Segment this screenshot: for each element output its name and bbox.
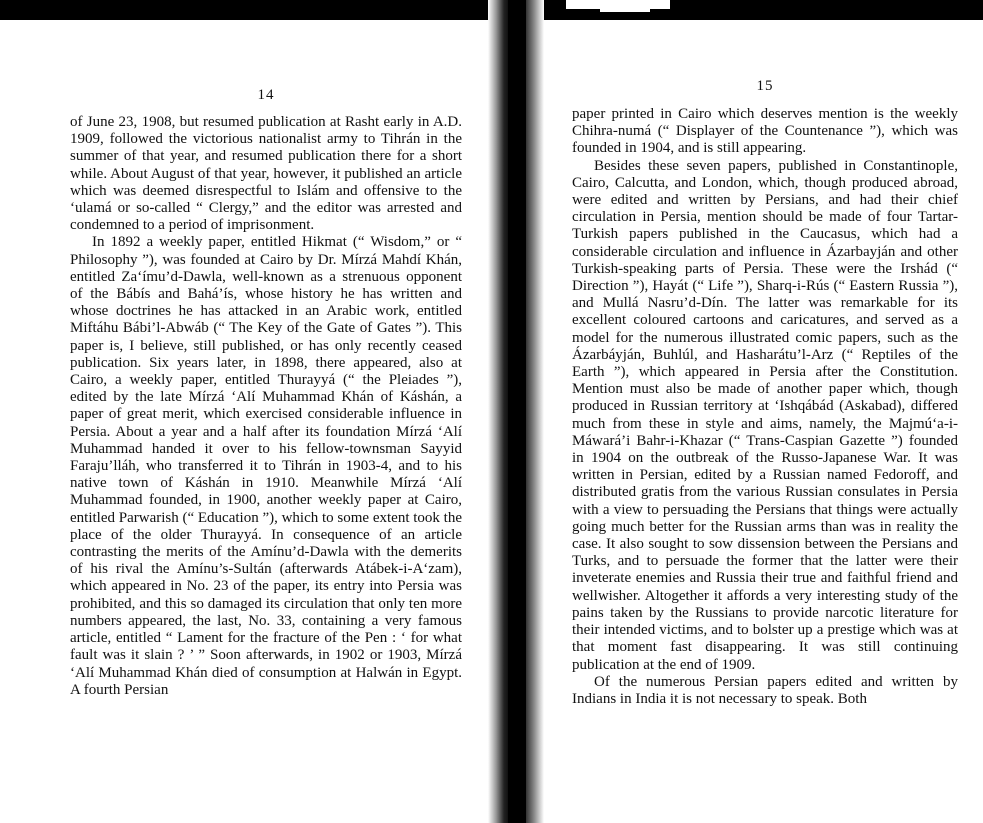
left-page: [70, 0, 462, 823]
page-number: 15: [756, 78, 774, 94]
page-text: [572, 106, 958, 708]
paragraph: of June 23, 1908, but resumed publication at Rasht early in A.D. 1909, followed the victorious nationalist army to Tihrán in the summer of that year, and resumed publication there for a short while. About August of that year, however, it published an article which was deemed disrespectful to Islám and offensive to the ‘ulamá or so-called “ Clergy,” and the editor was arrested and condemned to a period of imprisonment.: [70, 114, 462, 234]
paragraph: Besides these seven papers, published in Constantinople, Cairo, Calcutta, and London, which, though produced abroad, were edited and written by Persians, and had their chief circulation in Persia, mention should be made of four Tartar-Turkish papers published in the Caucasus, which had a considerable circulation and influence in Ázarbayján and other Turkish-speaking parts of Persia. These were the Irshád (“ Direction ”), Hayát (“ Life ”), Sharq-i-Rús (“ Eastern Russia ”), and Mullá Nasru’d-Dín. The latter was remarkable for its excellent coloured cartoons and caricatures, and served as a model for the numerous illustrated comic papers, such as the Ázarbáyján, Buhlúl, and Hasharátu’l-Arz (“ Reptiles of the Earth ”), which appeared in Persia after the Constitution. Mention must also be made of another paper which, though produced in Russian territory at ‘Ishqábád (Askabad), differed much from these in style and aims, namely, the Majmú‘a-i-Máwará’i Bahr-i-Khazar (“ Trans-Caspian Gazette ”) founded in 1904 on the outbreak of the Russo-Japanese War. It was written in Persian, edited by a Russian named Fedoroff, and distributed gratis from the various Russian consulates in Persia with a view to persuading the Persians that things were actually going much better for the Russian arms than was in reality the case. It also sought to sow dissension between the Persians and Turks, and to persuade the former that the latter were their inveterate enemies and Russia their true and faithful friend and wellwisher. Altogether it affords a very interesting study of the pains taken by the Russians to provide narcotic literature for their intended victims, and to bolster up a prestige which was at that moment fast disappearing. It was still continuing publication at the end of 1909.: [572, 157, 958, 673]
page-number: 14: [257, 87, 275, 103]
book-gutter-spine: [508, 0, 526, 823]
right-page: [572, 0, 958, 823]
paragraph: In 1892 a weekly paper, entitled Hikmat (“ Wisdom,” or “ Philosophy ”), was founded at Cairo by Dr. Mírzá Mahdí Khán, entitled Za‘ímu’d-Dawla, well-known as a strenuous opponent of the Bábís and Bahá’ís, whose history he has written and whose doctrines he has attacked in an Arabic work, entitled Miftáhu Bábi’l-Abwáb (“ The Key of the Gate of Gates ”). This paper is, I believe, still published, or has only recently ceased publication. Six years later, in 1898, there appeared, also at Cairo, a weekly paper, entitled Thurayyá (“ the Pleiades ”), edited by the late Mírzá ‘Alí Muhammad Khán of Káshán, a paper of great merit, which exercised considerable influence in Persia. About a year and a half after its foundation Mírzá ‘Alí Muhammad handed it over to his fellow-townsman Sayyid Faraju’lláh, who transferred it to Tihrán in 1903-4, and to his native town of Káshán in 1910. Meanwhile Mírzá ‘Alí Muhammad founded, in 1900, another weekly paper at Cairo, entitled Parwarish (“ Education ”), which to some extent took the place of the older Thurayyá. In consequence of an article contrasting the merits of the Amínu’d-Dawla with the demerits of his rival the Amínu’s-Sultán (afterwards Atábek-i-A‘zam), which appeared in No. 23 of the paper, its entry into Persia was prohibited, and this so damaged its circulation that only ten more numbers appeared, the last, No. 33, containing a very famous article, entitled “ Lament for the fracture of the Pen : ‘ for what fault was it slain ? ’ ” Soon afterwards, in 1902 or 1903, Mírzá ‘Alí Muhammad Khán died of consumption at Halwán in Egypt. A fourth Persian: [70, 234, 462, 698]
paragraph: paper printed in Cairo which deserves mention is the weekly Chihra-numá (“ Displayer of the Countenance ”), which was founded in 1904, and is still appearing.: [572, 106, 958, 157]
paragraph: Of the numerous Persian papers edited and written by Indians in India it is not necessary to speak. Both: [572, 673, 958, 707]
page-text: [70, 114, 462, 699]
